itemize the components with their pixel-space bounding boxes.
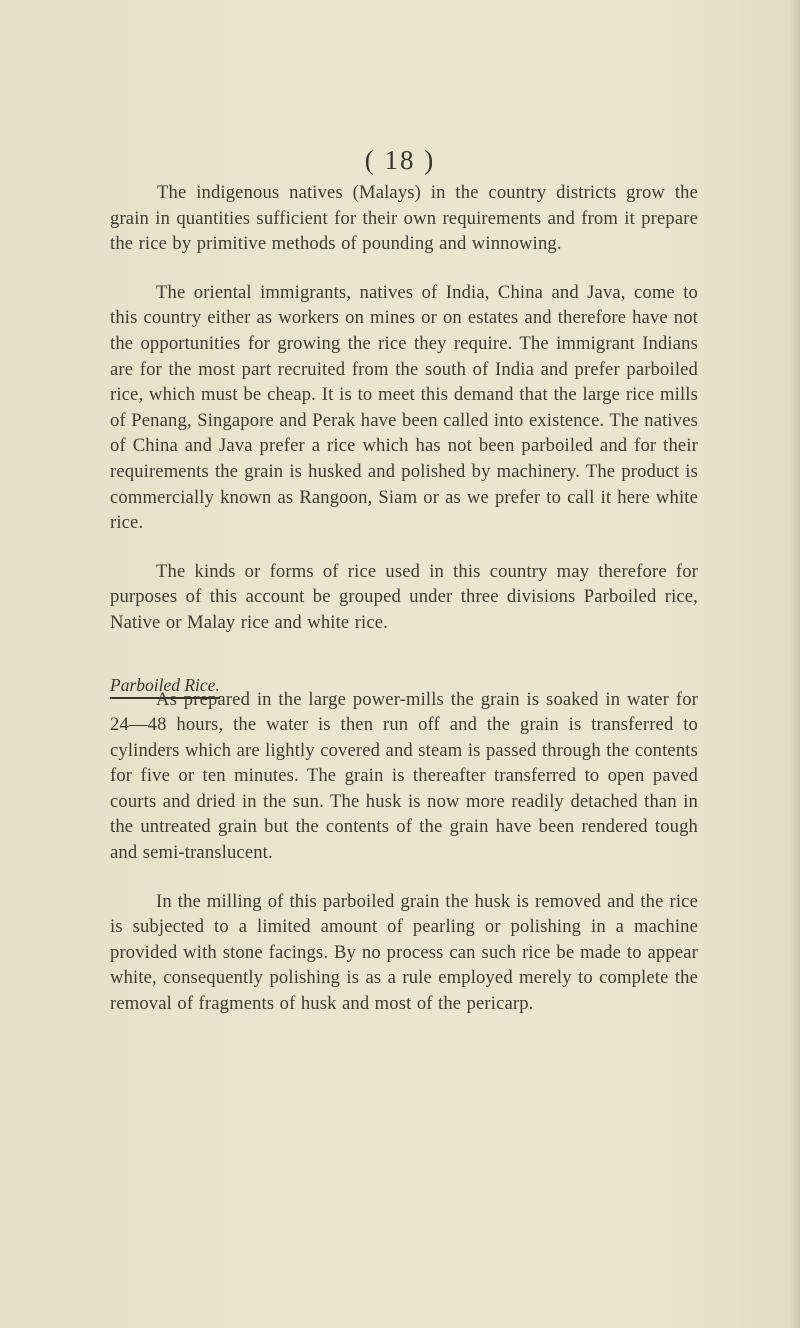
section-heading-wrap [110,656,698,695]
paragraph-kinds-of-rice: The kinds or forms of rice used in this country may therefore for purposes of this account be grouped under three divisions Parboiled rice, Native or Malay rice and white rice. [110,560,698,633]
paragraph-milling: In the milling of this parboiled grain the husk is removed and the rice is subjected to a limited amount of pearling or polishing in a machine provided with stone facings. By no process can such rice be made to appear white, consequently polishing is as a rule employed merely to complete the removal of fragments of husk and most of the pericarp. [110,890,698,1015]
paragraph-indigenous-natives: The indigenous natives (Malays) in the country districts grow the grain in quantities sufficient for their own requirements and from it prepare the rice by primitive methods of pounding and winnowing. [110,182,698,255]
paragraph-oriental-immigrants: The oriental immigrants, natives of India, China and Java, come to this country either as workers on mines or on estates and therefore have not the opportunities for growing the rice they require. The immigrant Indians are for the most part recruited from the south of India and prefer parboiled rice, which must be cheap. It is to meet this demand that the large rice mills of Penang, Singapore and Perak have been called into existence. The natives of China and Java prefer a rice which has not been parboiled and for their requirements the grain is husked and polished by machinery. The product is commercially known as Rangoon, Siam or as we prefer to call it here white rice. [110,281,698,534]
paragraph-parboiling-process: As prepared in the large power-mills the grain is soaked in water for 24—48 hours, the water is then run off and the grain is transferred to cylinders which are lightly covered and steam is passed through the contents for five or ten minutes. The grain is thereafter transferred to open paved courts and dried in the sun. The husk is now more readily detached than in the untreated grain but the contents of the grain have been rendered tough and semi-translucent. [110,688,698,864]
page-edge-shadow [790,0,800,1328]
page-number: ( 18 ) [364,145,436,175]
page-body [110,180,698,1017]
section-heading-parboiled-rice: Parboiled Rice. [110,674,220,699]
